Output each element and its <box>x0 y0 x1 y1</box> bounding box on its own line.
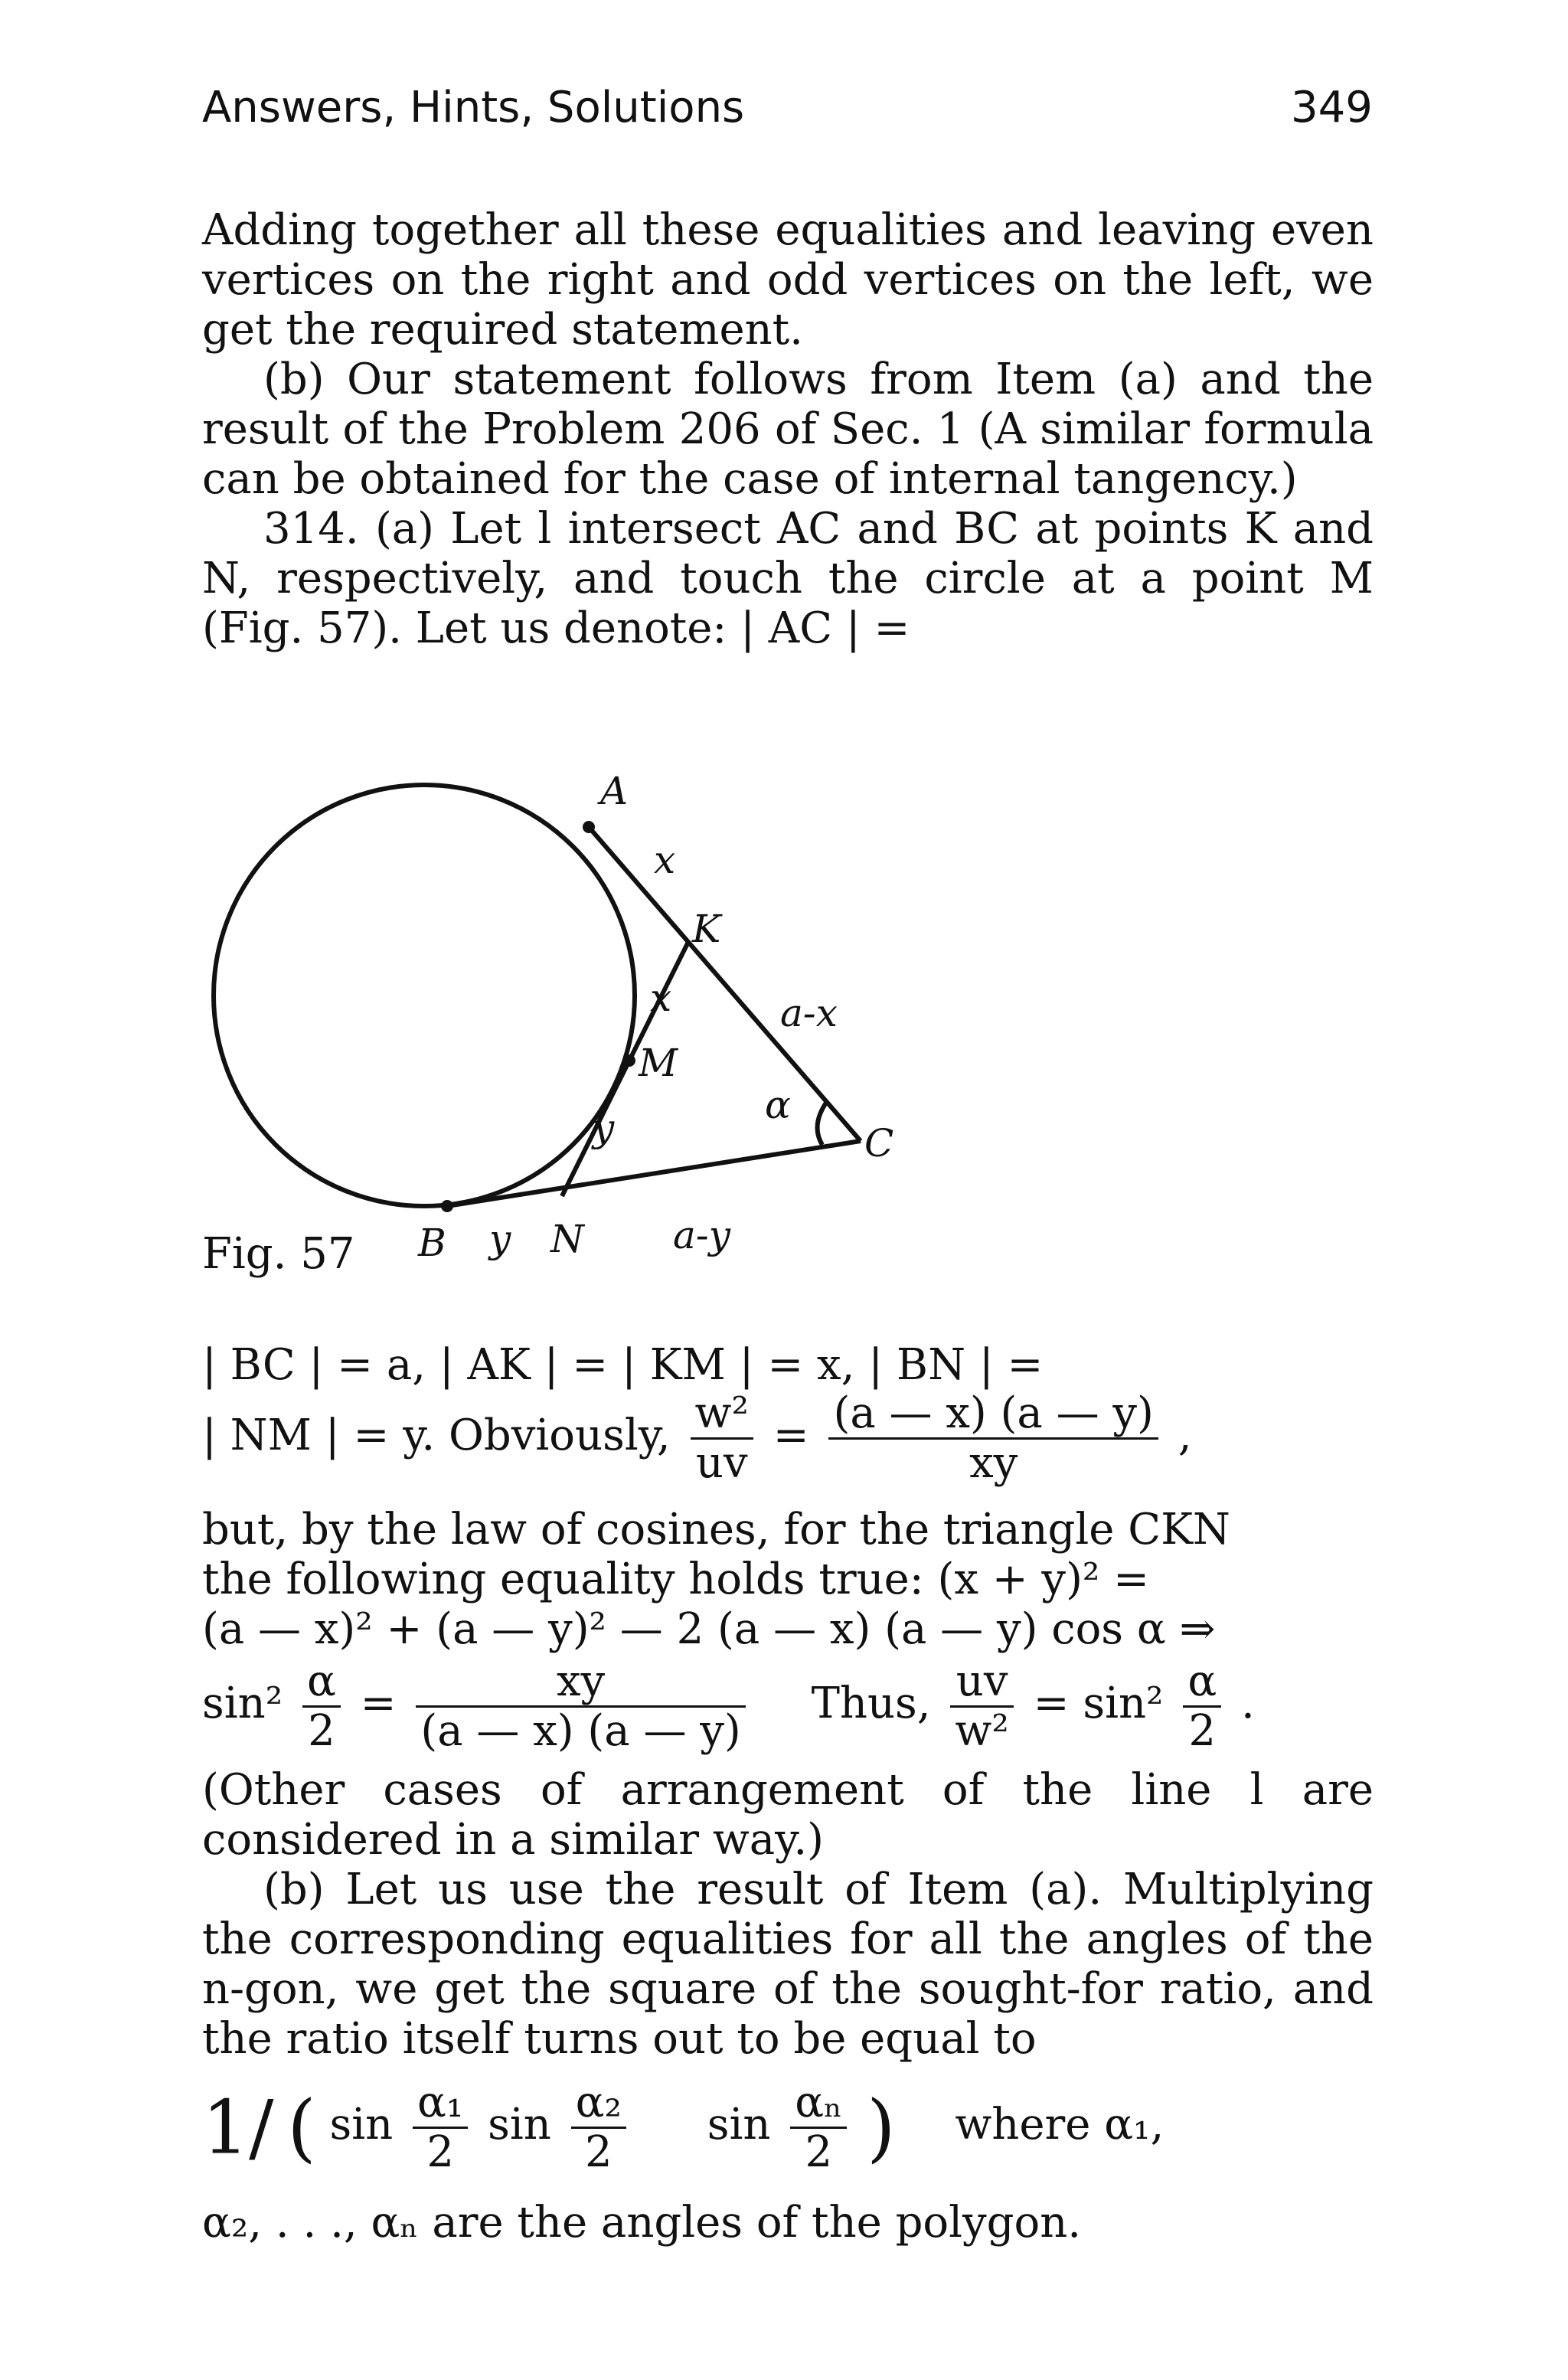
fraction-numerator: α₁ <box>413 2079 468 2129</box>
final-formula <box>202 2079 1164 2176</box>
label-b: B <box>418 1221 446 1265</box>
label-x-upper: x <box>654 838 676 882</box>
equals-sign: = <box>360 1679 397 1728</box>
fraction-numerator: α <box>302 1658 341 1708</box>
fraction-numerator: (a — x) (a — y) <box>828 1390 1158 1440</box>
paragraph-item-b: (b) Our statement follows from Item (a) and the result of the Problem 206 of Sec. 1 (A similar formula can be obtained for the case of internal tangency.) <box>202 355 1374 504</box>
segment-bc <box>447 1141 861 1206</box>
fraction-denominator: (a — x) (a — y) <box>420 1706 741 1756</box>
fraction-product-over-xy <box>828 1390 1158 1487</box>
fraction-w2-over-uv <box>691 1390 753 1487</box>
label-y-upper: y <box>593 1106 615 1150</box>
label-a-minus-x: a-x <box>780 991 838 1035</box>
equation-line-5: (a — x)² + (a — y)² — 2 (a — x) (a — y) cos α ⇒ <box>202 1604 1216 1654</box>
label-alpha: α <box>765 1083 791 1127</box>
fraction-numerator: xy <box>416 1658 745 1708</box>
obviously-text: | NM | = y. Obviously, <box>202 1411 671 1460</box>
fraction-numerator: uv <box>950 1658 1013 1708</box>
fraction-numerator: α <box>1183 1658 1221 1708</box>
fraction-alpha2-over-2 <box>571 2079 626 2176</box>
fraction-uv-over-w2 <box>950 1658 1013 1755</box>
fraction-xy-over-product <box>416 1658 745 1755</box>
fraction-numerator: w² <box>691 1390 753 1440</box>
fraction-alphan-over-2 <box>790 2079 847 2176</box>
label-a-minus-y: a-y <box>673 1213 730 1257</box>
close-paren: ) <box>867 2084 896 2171</box>
label-n: N <box>550 1217 584 1261</box>
bottom-text-block <box>202 1765 1374 2064</box>
fraction-denominator: 2 <box>1188 1706 1217 1756</box>
sin-1: sin <box>329 2100 394 2150</box>
equation-line-4: the following equality holds true: (x + y)² = <box>202 1555 1150 1604</box>
fraction-numerator: α₂ <box>571 2079 626 2129</box>
comma: , <box>1178 1411 1192 1460</box>
angle-alpha-arc <box>818 1103 826 1145</box>
label-k: K <box>692 907 721 951</box>
figure-57-diagram <box>202 758 991 1294</box>
fraction-alpha1-over-2 <box>413 2079 468 2176</box>
label-c: C <box>864 1121 894 1165</box>
fraction-alpha-over-2-second <box>1183 1658 1221 1755</box>
paragraph-item-b-result: (b) Let us use the result of Item (a). Multiplying the corresponding equalities for all the angles of the n-gon, we get the square of the sought-for ratio, and the ratio itself turns out to be equal to <box>202 1865 1374 2064</box>
label-a: A <box>600 769 629 813</box>
equation-line-3: but, by the law of cosines, for the triangle CKN <box>202 1505 1230 1555</box>
tangent-circle <box>214 785 635 1206</box>
segment-ac <box>589 827 861 1141</box>
equals-sin-squared: = sin² <box>1033 1679 1164 1728</box>
fraction-denominator: w² <box>955 1706 1009 1756</box>
point-b-dot <box>441 1200 453 1212</box>
top-text-block <box>202 205 1374 653</box>
equation-line-1: | BC | = a, | AK | = | KM | = x, | BN | = <box>202 1340 1044 1390</box>
fraction-alpha-over-2 <box>302 1658 341 1755</box>
label-y-lower: y <box>489 1217 511 1261</box>
label-m: M <box>639 1041 678 1085</box>
final-line: α₂, . . ., αₙ are the angles of the polygon. <box>202 2198 1082 2248</box>
fraction-denominator: uv <box>695 1438 748 1488</box>
paragraph-adding: Adding together all these equalities and leaving even vertices on the right and odd vertices on the left, we get the required statement. <box>202 205 1374 355</box>
label-x-lower: x <box>650 976 672 1020</box>
open-paren: ( <box>287 2084 316 2171</box>
sin-squared: sin² <box>202 1679 283 1728</box>
fraction-denominator: 2 <box>308 1706 335 1756</box>
fraction-denominator: 2 <box>584 2127 612 2177</box>
point-m-dot <box>623 1054 635 1067</box>
one-over: 1/ <box>202 2084 274 2171</box>
fraction-denominator: 2 <box>426 2127 454 2177</box>
paragraph-other-cases: (Other cases of arrangement of the line l are considered in a similar way.) <box>202 1765 1374 1865</box>
page-number: 349 <box>1291 83 1373 132</box>
equation-line-2 <box>202 1390 1192 1487</box>
fraction-denominator: 2 <box>805 2127 833 2177</box>
point-a-dot <box>583 821 595 833</box>
thus-text: Thus, <box>811 1679 931 1728</box>
sin-n: sin <box>707 2100 771 2150</box>
fraction-numerator: αₙ <box>790 2079 847 2129</box>
equals-sign: = <box>773 1411 809 1460</box>
sin-2: sin <box>488 2100 551 2150</box>
equation-line-6 <box>202 1658 1255 1755</box>
running-header: Answers, Hints, Solutions <box>202 83 745 132</box>
where-text: where α₁, <box>955 2100 1165 2150</box>
period: . <box>1240 1679 1255 1728</box>
fraction-denominator: xy <box>969 1438 1018 1488</box>
figure-caption: Fig. 57 <box>202 1229 355 1279</box>
paragraph-problem-314: 314. (a) Let l intersect AC and BC at points K and N, respectively, and touch the circle at a point M (Fig. 57). Let us denote: | AC | = <box>202 504 1374 653</box>
